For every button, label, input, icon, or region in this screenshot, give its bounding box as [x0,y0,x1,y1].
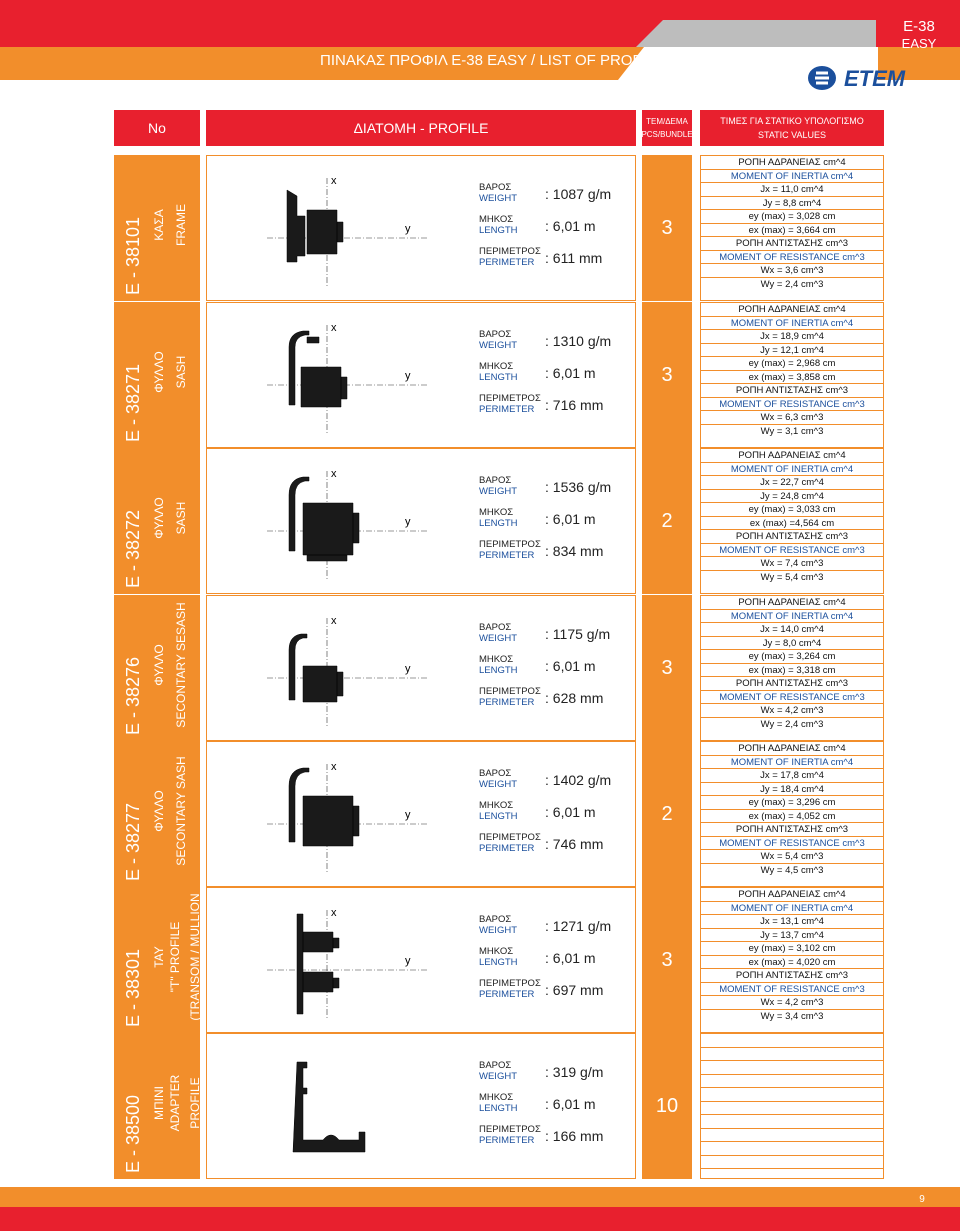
static-value: ΡΟΠΗ ΑΔΡΑΝΕΙΑΣ cm^4 [701,303,883,317]
static-empty-line [701,1048,883,1062]
profile-shape [289,768,359,846]
static-value: ΡΟΠΗ ΑΝΤΙΣΤΑΣΗΣ cm^3 [701,384,883,398]
static-value: Wx = 3,6 cm^3 [701,264,883,278]
profile-name-en: SASH [174,501,188,535]
static-value: Wx = 5,4 cm^3 [701,850,883,864]
weight-label-en: WEIGHT [479,486,517,497]
axis-y-label: y [405,809,411,821]
static-value: MOMENT OF RESISTANCE cm^3 [701,983,883,997]
perimeter-value: : 628 mm [545,690,604,706]
axis-y-label: y [405,663,411,675]
length-value: : 6,01 m [545,950,596,966]
length-label-gr: ΜΗΚΟΣ [479,654,514,665]
static-value: Jy = 8,0 cm^4 [701,637,883,651]
perimeter-label-en: PERIMETER [479,989,535,1000]
static-empty-line [701,1142,883,1156]
weight-label-gr: ΒΑΡΟΣ [479,768,512,779]
weight-value: : 1402 g/m [545,772,612,788]
static-value: Jy = 18,4 cm^4 [701,783,883,797]
profile-name-en: SECONTARY SASH [174,756,188,866]
static-value: ey (max) = 3,264 cm [701,650,883,664]
weight-label [479,475,517,497]
static-value: MOMENT OF INERTIA cm^4 [701,902,883,916]
profile-cell [206,155,636,301]
profile-code: E - 38277 [123,802,143,881]
table-row [0,595,960,741]
static-empty-line [701,1129,883,1143]
static-value: Wy = 2,4 cm^3 [760,718,824,730]
weight-label-en: WEIGHT [479,633,517,644]
perimeter-label [479,393,541,415]
profile-name-en-2: PROFILE [188,1077,202,1129]
static-value: Wy = 3,1 cm^3 [760,425,824,437]
weight-label-gr: ΒΑΡΟΣ [479,914,512,925]
static-value: ex (max) = 3,858 cm [701,371,883,385]
weight-value: : 1310 g/m [545,333,612,349]
static-value: ΡΟΠΗ ΑΝΤΙΣΤΑΣΗΣ cm^3 [701,237,883,251]
static-value: ex (max) = 3,318 cm [701,664,883,678]
perimeter-value: : 611 mm [545,250,603,266]
weight-label-gr: ΒΑΡΟΣ [479,475,512,486]
perimeter-value: : 716 mm [545,397,604,413]
header-tab-shadow [636,20,876,47]
profile-cell [206,1033,636,1179]
profile-code-cell [114,448,200,594]
weight-label-gr: ΒΑΡΟΣ [479,1060,512,1071]
static-value: ex (max) =4,564 cm [701,517,883,531]
profile-section-drawing [267,610,427,730]
profile-section-drawing [267,1048,427,1168]
profile-cell [206,595,636,741]
length-label-en: LENGTH [479,1103,518,1114]
pcs-per-bundle: 3 [642,155,692,301]
weight-value: : 1536 g/m [545,479,612,495]
footer-stripe [0,1187,960,1207]
length-label [479,654,518,676]
profile-code: E - 38276 [123,656,143,735]
weight-value: : 1087 g/m [545,186,612,202]
perimeter-value: : 746 mm [545,836,604,852]
static-value: MOMENT OF INERTIA cm^4 [701,170,883,184]
axis-x-label: x [331,615,337,627]
static-value: ΡΟΠΗ ΑΝΤΙΣΤΑΣΗΣ cm^3 [701,823,883,837]
static-value: Jy = 12,1 cm^4 [701,344,883,358]
column-header-pcs-en: PCS/BUNDLE [641,130,693,139]
weight-label-en: WEIGHT [479,925,517,936]
static-value: Wy = 3,4 cm^3 [760,1010,824,1022]
static-value: ey (max) = 3,033 cm [701,503,883,517]
length-label-gr: ΜΗΚΟΣ [479,214,514,225]
pcs-per-bundle: 3 [642,887,692,1033]
static-value: ex (max) = 4,020 cm [701,956,883,970]
perimeter-label-en: PERIMETER [479,404,535,415]
profile-name-gr: ΤΑΥ [152,946,166,968]
perimeter-label-gr: ΠΕΡΙΜΕΤΡΟΣ [479,978,541,989]
profile-section-drawing [267,756,427,876]
table-row [0,302,960,448]
table-row [0,887,960,1033]
perimeter-label-gr: ΠΕΡΙΜΕΤΡΟΣ [479,1124,541,1135]
static-value: MOMENT OF RESISTANCE cm^3 [701,837,883,851]
perimeter-label-en: PERIMETER [479,843,535,854]
profile-shape [297,914,339,1014]
static-value: Jx = 22,7 cm^4 [701,476,883,490]
etem-logo [806,64,946,92]
length-label-gr: ΜΗΚΟΣ [479,361,514,372]
profile-name-gr: ΜΠΙΝΙ [152,1086,166,1120]
profile-code-cell [114,741,200,887]
static-empty-line [701,1061,883,1075]
axis-y-label: y [405,516,411,528]
column-header-no [114,110,200,146]
weight-label-en: WEIGHT [479,193,517,204]
pcs-per-bundle: 3 [642,302,692,448]
static-value: MOMENT OF RESISTANCE cm^3 [701,398,883,412]
perimeter-value: : 697 mm [545,982,604,998]
column-header-static-en: STATIC VALUES [757,130,826,140]
static-value: ΡΟΠΗ ΑΔΡΑΝΕΙΑΣ cm^4 [701,888,883,902]
page-title: ΠΙΝΑΚΑΣ ΠΡΟΦΙΛ Ε-38 EASY / LIST OF PROFILES E-38 EASY [320,52,755,69]
profile-code: E - 38272 [123,509,143,588]
pcs-per-bundle: 3 [642,595,692,741]
column-header-profile-label: ΔΙΑΤΟΜΗ - PROFILE [353,120,489,136]
perimeter-label [479,686,541,708]
length-label [479,507,518,529]
perimeter-label [479,978,541,1000]
static-values [700,887,884,1033]
perimeter-label [479,832,541,854]
column-header-profile [206,110,636,146]
weight-label-gr: ΒΑΡΟΣ [479,182,512,193]
profile-name-en: ADAPTER [168,1074,182,1132]
static-value: Wy = 4,5 cm^3 [760,864,824,876]
table-row [0,155,960,301]
static-values [700,302,884,448]
profile-code-cell [114,595,200,741]
static-value: MOMENT OF RESISTANCE cm^3 [701,251,883,265]
static-empty-line [701,1034,883,1048]
profile-code: E - 38271 [123,363,143,442]
length-value: : 6,01 m [545,365,596,381]
profile-cell [206,448,636,594]
static-value: Wy = 5,4 cm^3 [760,571,824,583]
static-value: Jx = 14,0 cm^4 [701,623,883,637]
axis-x-label: x [331,175,337,187]
length-label-en: LENGTH [479,957,518,968]
static-value: Jx = 11,0 cm^4 [701,183,883,197]
perimeter-label-en: PERIMETER [479,257,535,268]
static-value: MOMENT OF RESISTANCE cm^3 [701,691,883,705]
length-label [479,361,518,383]
column-header-static [700,110,884,146]
profile-name-gr: ΦΥΛΛΟ [152,644,166,686]
axis-x-label: x [331,468,337,480]
perimeter-label-gr: ΠΕΡΙΜΕΤΡΟΣ [479,246,541,257]
static-value: Jx = 13,1 cm^4 [701,915,883,929]
column-header-no-label: No [148,120,166,136]
weight-label [479,182,517,204]
length-label-en: LENGTH [479,372,518,383]
length-label-gr: ΜΗΚΟΣ [479,507,514,518]
profile-name-en-2: (TRANSOM / MULLION [188,893,202,1021]
weight-label-gr: ΒΑΡΟΣ [479,622,512,633]
static-values [700,155,884,301]
static-value: Wx = 4,2 cm^3 [701,704,883,718]
profile-section-drawing [267,902,427,1022]
length-value: : 6,01 m [545,218,596,234]
axis-y-label: y [405,955,411,967]
weight-label [479,1060,517,1082]
static-values [700,595,884,741]
length-label-en: LENGTH [479,225,518,236]
static-value: Wx = 7,4 cm^3 [701,557,883,571]
weight-label-en: WEIGHT [479,340,517,351]
static-values [700,1033,884,1179]
length-label [479,946,518,968]
axis-x-label: x [331,907,337,919]
profile-name-gr: ΦΥΛΛΟ [152,790,166,832]
perimeter-value: : 166 mm [545,1128,604,1144]
profile-name-en: SASH [174,355,188,389]
static-value: ey (max) = 2,968 cm [701,357,883,371]
profile-section-drawing [267,317,427,437]
profile-code: E - 38500 [123,1094,143,1173]
length-label-gr: ΜΗΚΟΣ [479,800,514,811]
static-value: ey (max) = 3,102 cm [701,942,883,956]
profile-code: E - 38301 [123,948,143,1027]
perimeter-label [479,1124,541,1146]
static-empty-line [701,1102,883,1116]
static-value: ΡΟΠΗ ΑΔΡΑΝΕΙΑΣ cm^4 [701,596,883,610]
static-value: ΡΟΠΗ ΑΝΤΙΣΤΑΣΗΣ cm^3 [701,969,883,983]
length-label [479,1092,518,1114]
length-label-en: LENGTH [479,518,518,529]
pcs-per-bundle: 2 [642,448,692,594]
static-value: ey (max) = 3,028 cm [701,210,883,224]
length-value: : 6,01 m [545,511,596,527]
static-value: Wx = 4,2 cm^3 [701,996,883,1010]
axis-y-label: y [405,223,411,235]
static-value: MOMENT OF RESISTANCE cm^3 [701,544,883,558]
column-header-pcs-gr: ΤΕΜ/ΔΕΜΑ [646,117,688,126]
column-header-pcs [642,110,692,146]
profile-name-gr: ΦΥΛΛΟ [152,497,166,539]
weight-label [479,768,517,790]
weight-value: : 1175 g/m [545,626,611,642]
perimeter-label-gr: ΠΕΡΙΜΕΤΡΟΣ [479,539,541,550]
table-row [0,741,960,887]
perimeter-value: : 834 mm [545,543,604,559]
length-label [479,800,518,822]
static-value: ey (max) = 3,296 cm [701,796,883,810]
static-value: Jy = 24,8 cm^4 [701,490,883,504]
profile-code-cell [114,302,200,448]
static-value: Jx = 18,9 cm^4 [701,330,883,344]
static-value: Wx = 6,3 cm^3 [701,411,883,425]
static-empty-line [701,1088,883,1102]
profile-code-cell [114,155,200,301]
weight-label-en: WEIGHT [479,779,517,790]
profile-code-cell [114,1033,200,1179]
perimeter-label-en: PERIMETER [479,550,535,561]
static-value: Jy = 13,7 cm^4 [701,929,883,943]
profile-code: E - 38101 [123,216,143,295]
profile-name-en: "T" PROFILE [168,921,182,993]
static-value: ΡΟΠΗ ΑΔΡΑΝΕΙΑΣ cm^4 [701,449,883,463]
length-label-en: LENGTH [479,665,518,676]
static-value: ex (max) = 3,664 cm [701,224,883,238]
profile-cell [206,302,636,448]
perimeter-label [479,539,541,561]
profile-code-cell [114,887,200,1033]
static-empty-line [701,1115,883,1129]
length-value: : 6,01 m [545,658,596,674]
static-value: ex (max) = 4,052 cm [701,810,883,824]
weight-label [479,914,517,936]
pcs-per-bundle: 2 [642,741,692,887]
profile-cell [206,887,636,1033]
profile-shape [287,190,343,262]
axis-y-label: y [405,370,411,382]
profile-shape [289,477,359,561]
weight-label-en: WEIGHT [479,1071,517,1082]
weight-value: : 319 g/m [545,1064,604,1080]
series-code-line2: EASY [901,36,937,51]
static-value: ΡΟΠΗ ΑΔΡΑΝΕΙΑΣ cm^4 [701,742,883,756]
perimeter-label [479,246,541,268]
column-header-static-gr: ΤΙΜΕΣ ΓΙΑ ΣΤΑΤΙΚΟ ΥΠΟΛΟΓΙΣΜΟ [720,116,864,126]
axis-x-label: x [331,761,337,773]
static-empty-line [701,1075,883,1089]
static-value: MOMENT OF INERTIA cm^4 [701,610,883,624]
pcs-per-bundle: 10 [642,1033,692,1179]
weight-label [479,329,517,351]
profile-name-en: SECONTARY SESASH [174,602,188,728]
static-value: Jx = 17,8 cm^4 [701,769,883,783]
static-values [700,741,884,887]
perimeter-label-gr: ΠΕΡΙΜΕΤΡΟΣ [479,832,541,843]
static-values [700,448,884,594]
static-value: ΡΟΠΗ ΑΝΤΙΣΤΑΣΗΣ cm^3 [701,677,883,691]
page-number: 9 [919,1194,925,1205]
static-value: MOMENT OF INERTIA cm^4 [701,463,883,477]
table-row [0,448,960,594]
profile-shape [293,1062,365,1152]
table-row [0,1033,960,1179]
length-value: : 6,01 m [545,1096,596,1112]
profile-shape [289,634,343,702]
perimeter-label-gr: ΠΕΡΙΜΕΤΡΟΣ [479,686,541,697]
series-code [878,18,960,60]
profile-shape [289,331,347,407]
weight-label [479,622,517,644]
axis-x-label: x [331,322,337,334]
length-label-gr: ΜΗΚΟΣ [479,1092,514,1103]
weight-value: : 1271 g/m [545,918,612,934]
perimeter-label-gr: ΠΕΡΙΜΕΤΡΟΣ [479,393,541,404]
static-empty-line [701,1156,883,1170]
static-value: MOMENT OF INERTIA cm^4 [701,756,883,770]
static-value: Jy = 8,8 cm^4 [701,197,883,211]
profile-section-drawing [267,463,427,583]
perimeter-label-en: PERIMETER [479,1135,535,1146]
static-value: ΡΟΠΗ ΑΔΡΑΝΕΙΑΣ cm^4 [701,156,883,170]
length-label-en: LENGTH [479,811,518,822]
length-label [479,214,518,236]
static-value: Wy = 2,4 cm^3 [760,278,824,290]
static-value: MOMENT OF INERTIA cm^4 [701,317,883,331]
length-label-gr: ΜΗΚΟΣ [479,946,514,957]
perimeter-label-en: PERIMETER [479,697,535,708]
profile-name-en: FRAME [174,204,188,246]
profile-cell [206,741,636,887]
profile-name-gr: ΚΑΣΑ [152,209,166,241]
profile-section-drawing [267,170,427,290]
static-value: ΡΟΠΗ ΑΝΤΙΣΤΑΣΗΣ cm^3 [701,530,883,544]
logo-text: ETEM [844,66,906,91]
length-value: : 6,01 m [545,804,596,820]
profile-name-gr: ΦΥΛΛΟ [152,351,166,393]
weight-label-gr: ΒΑΡΟΣ [479,329,512,340]
series-code-line1: E-38 [903,18,935,35]
